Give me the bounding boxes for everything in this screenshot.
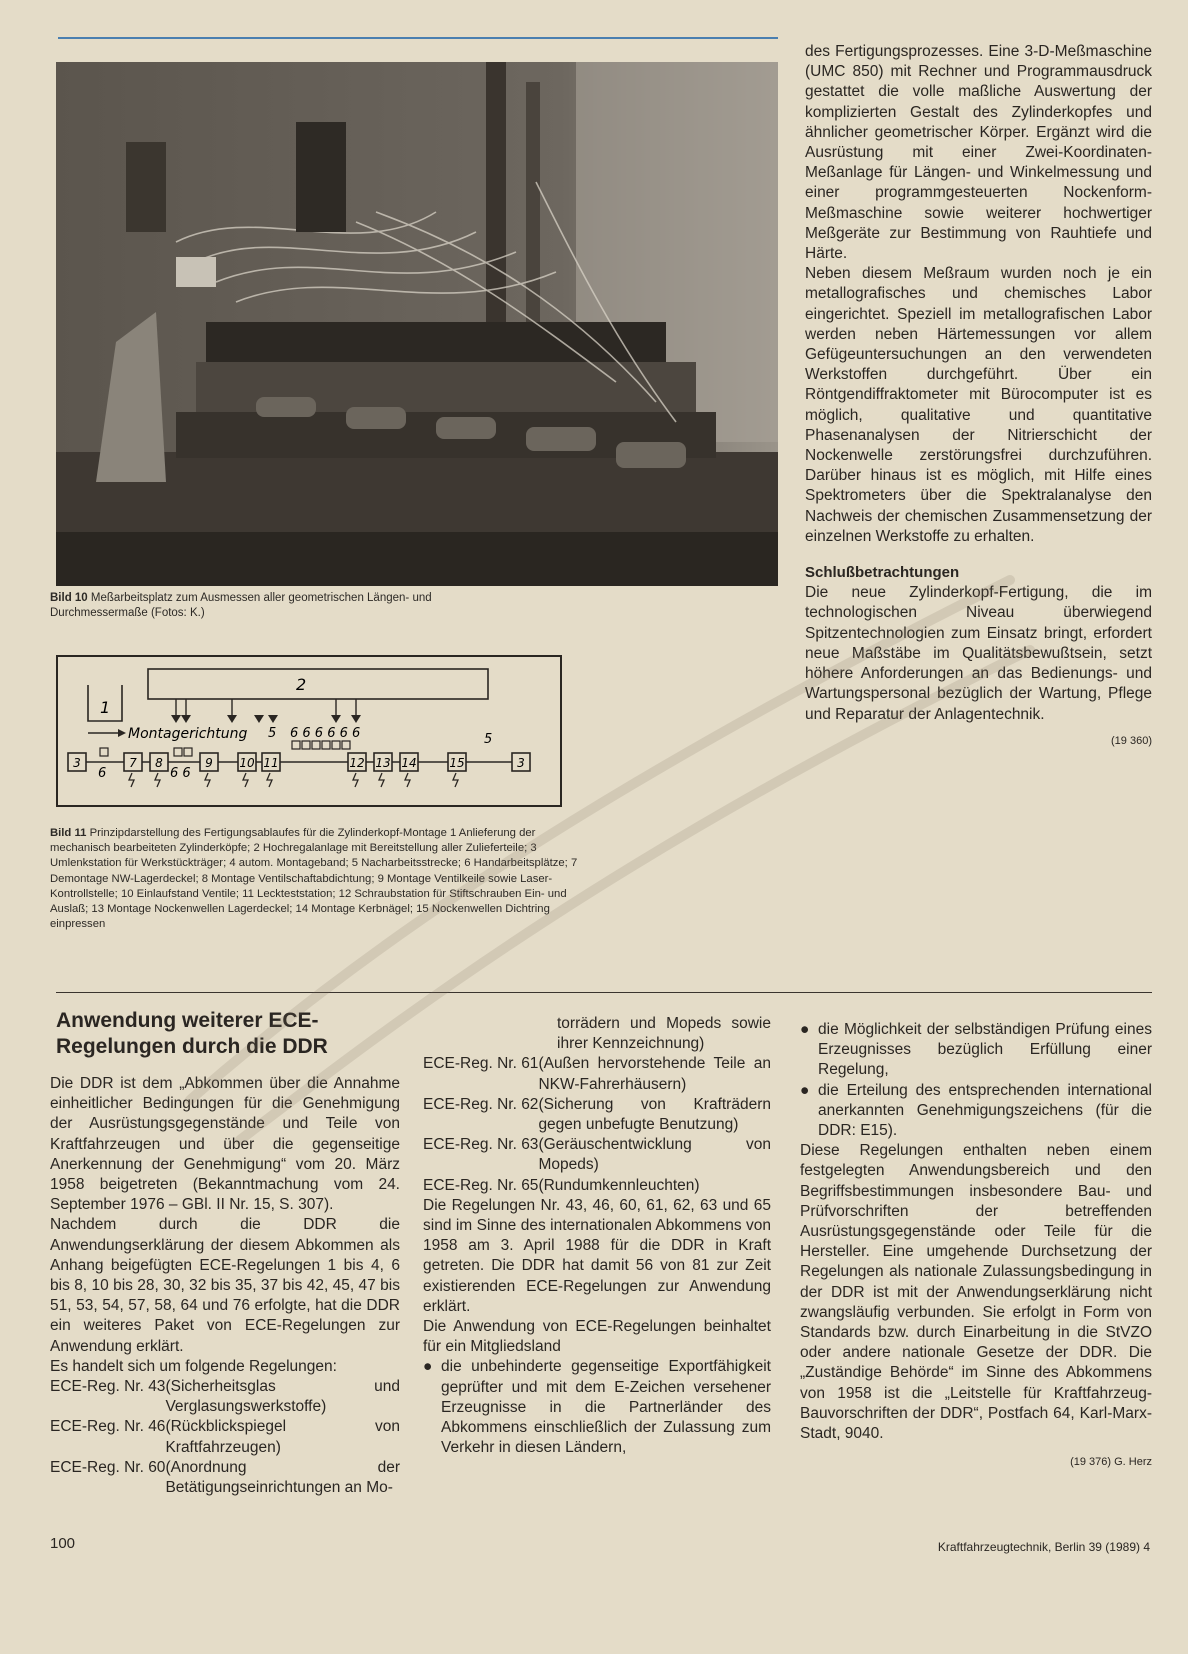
station-label: 7 [129, 756, 137, 770]
station-9 [200, 753, 218, 787]
bullet-testing [800, 1020, 1152, 1081]
page-number: 100 [50, 1535, 76, 1552]
regulation-item [50, 1417, 400, 1457]
photo-illustration [56, 62, 778, 586]
article-ref-2: (19 376) G. Herz [1070, 1456, 1152, 1469]
regulation-number: ECE-Reg. Nr. 62 [423, 1095, 539, 1113]
label-6: 6 [98, 766, 107, 781]
regulation-subject: (Geräuschentwicklung von Mopeds) [538, 1136, 771, 1174]
bullet-approval-text: die Erteilung des entsprechenden international anerkannten Genehmigungszeichens (für die DDR: E15). [818, 1081, 1152, 1140]
station-label: 13 [375, 756, 391, 770]
station-label: 10 [239, 756, 255, 770]
bullet-export-text: die unbehinderte gegenseitige Exportfähigkeit geprüfter und mit dem E-Zeichen versehener Erzeugnisse in die Partnerländer des Abkommens einschließlich der Zulassung zum Verkehr in diesen Ländern, [441, 1358, 771, 1457]
feed-arrows [176, 699, 356, 715]
regulation-item [423, 1135, 771, 1175]
direction-arrow-icon [118, 729, 126, 737]
article-ref-1: (19 360) [1111, 734, 1152, 747]
article-column-2 [423, 1014, 771, 1458]
power-bolt-icon [155, 773, 160, 787]
journal-footer: Kraftfahrzeugtechnik, Berlin 39 (1989) 4 [937, 1540, 1150, 1554]
regulation-subject: (Rückblickspiegel von Kraftfahrzeugen) [165, 1418, 400, 1456]
photo-caption-label: Bild 10 [50, 592, 88, 604]
high-rack-box [148, 669, 488, 699]
power-bolt-icon [405, 773, 410, 787]
station-label: 14 [401, 756, 417, 770]
regulation-list-2 [423, 1054, 771, 1195]
regulation-number: ECE-Reg. Nr. 65 [423, 1176, 539, 1194]
station-12 [348, 753, 366, 787]
measurement-workstation-photo [56, 62, 778, 586]
regulation-subject: (Rundumkennleuchten) [538, 1176, 700, 1194]
bullet-dot-icon: ● [423, 1358, 433, 1376]
regulation-number: ECE-Reg. Nr. 60 [50, 1458, 166, 1476]
diagram-caption-text: Prinzipdarstellung des Fertigungsablaufes für die Zylinderkopf-Montage 1 Anlieferung der mechanisch bearbeiteten Zylinderköpfe; 2 Hochregalanlage mit Bereitstellung aller Zulieferteile; 3 Umlenkstation für Werkstückträger; 4 autom. Montageband; 5 Nacharbeitsstrecke; 6 Handarbeitsplätze; 7 Demontage NW-Lagerdeckel; 8 Montage Ventilschaftabdichtung; 9 Montage Ventilkeile sowie Laser-Kontrollstelle; 10 Einlaufstand Ventile; 11 Leckteststation; 12 Schraubstation für Stiftschrauben Ein- und Auslaß; 13 Montage Nockenwellen Lagerdeckel; 14 Montage Kerbnägel; 15 Nockenwellen Dichtring einpressen [50, 827, 578, 931]
power-bolt-icon [129, 773, 134, 787]
power-bolt-icon [353, 773, 358, 787]
power-bolt-icon [243, 773, 248, 787]
station-label: 15 [449, 756, 465, 770]
right-paragraph-3: Die neue Zylinderkopf-Fertigung, die im technologischen Niveau überwiegend Spitzentechnologien zum Einsatz bringt, erfordert neue Maßstäbe im Qualitätsbewußtsein, setzt höhere Anforderungen an das Bedienungs- und Wartungspersonal bezüglich der Wartung, Pflege und Reparatur der Anlagentechnik. [805, 584, 1152, 723]
article-headline: Anwendung weiterer ECE-Regelungen durch die DDR [56, 1009, 328, 1058]
station-14 [400, 753, 418, 787]
bullet-export [423, 1357, 771, 1458]
regulation-number: ECE-Reg. Nr. 61 [423, 1055, 539, 1073]
regulation-subject: (Anordnung der Betätigungseinrichtungen an Mo- [165, 1458, 400, 1497]
station-15 [448, 753, 466, 787]
article-column-1 [50, 1074, 400, 1498]
station-11 [262, 753, 280, 787]
station-label: 9 [205, 756, 213, 770]
diagram-caption-label: Bild 11 [50, 827, 87, 839]
station-3 [68, 753, 86, 771]
station-label: 11 [263, 756, 279, 770]
col1-paragraph-1: Die DDR ist dem „Abkommen über die Annahme einheitlicher Bedingungen für die Genehmigung der Ausrüstungsgegenstände und Teile von Kraftfahrzeugen und über die gegenseitige Anerkennung der Genehmigung“ vom 20. März 1958 beigetreten (Bekanntmachung vom 24. September 1976 – GBl. II Nr. 15, S. 307). [50, 1075, 400, 1214]
label-5b: 5 [484, 732, 493, 747]
col2-paragraph-1: Die Regelungen Nr. 43, 46, 60, 61, 62, 63 und 65 sind im Sinne des internationalen Abkommens von 1958 am 3. April 1988 für die DDR in Kraft getreten. Die DDR hat damit 56 von 81 zur Zeit existierenden ECE-Regelungen zur Anwendung erklärt. [423, 1196, 771, 1315]
section-divider [56, 992, 1152, 993]
regulation-subject: (Sicherung von Krafträdern gegen unbefugte Benutzung) [538, 1095, 771, 1134]
col2-continuation: torrädern und Mopeds sowie ihrer Kennzeichnung) [557, 1015, 771, 1053]
power-bolt-icon [453, 773, 458, 787]
station-label: 3 [73, 756, 81, 770]
station-10 [238, 753, 256, 787]
photo-caption [50, 591, 490, 621]
power-bolt-icon [205, 773, 210, 787]
photo-caption-text: Meßarbeitsplatz zum Ausmessen aller geometrischen Längen- und Durchmessermaße (Fotos: K.) [50, 592, 432, 619]
power-bolt-icon [267, 773, 272, 787]
assembly-flow-diagram [56, 655, 562, 807]
regulation-number: ECE-Reg. Nr. 63 [423, 1136, 539, 1154]
regulation-item [423, 1095, 771, 1135]
station-label: 12 [349, 756, 365, 770]
regulation-number: ECE-Reg. Nr. 43 [50, 1378, 166, 1396]
bullet-dot-icon: ● [800, 1021, 810, 1038]
top-rule [58, 37, 778, 39]
col1-paragraph-3: Es handelt sich um folgende Regelungen: [50, 1357, 337, 1375]
power-bolt-icon [379, 773, 384, 787]
right-paragraph-2: Neben diesem Meßraum wurden noch je ein metallografisches und chemisches Labor eingerichtet. Speziell im metallografischen Labor werden neben Härtemessungen vor allem Gefügeuntersuchungen an den verwendeten Werkstoffen durchgeführt. Über ein Röntgendiffraktometer mit Bürocomputer ist es möglich, qualitative und quantitative Phasenanalysen der Nitrierschicht der Nockenwelle zerstörungsfrei durchzuführen. Darüber hinaus ist es möglich, mit Hilfe eines Spektrometers über die Spektralanalyse den Nachweis der chemischen Zusammensetzung der einzelnen Werkstoffe zu erhalten. [805, 265, 1152, 545]
col2-paragraph-2: Die Anwendung von ECE-Regelungen beinhaltet für ein Mitgliedsland [423, 1318, 771, 1356]
right-column [805, 42, 1152, 751]
station-label: 3 [517, 756, 525, 770]
diagram-caption [50, 826, 590, 932]
bullet-dot-icon: ● [800, 1081, 810, 1099]
regulation-subject: (Sicherheitsglas und Verglasungswerkstoffe) [165, 1378, 400, 1416]
regulation-item [423, 1176, 771, 1196]
direction-label: Montagerichtung [128, 726, 248, 742]
conclusion-heading: Schlußbetrachtungen [805, 564, 960, 582]
label-66: 6 6 [170, 766, 191, 781]
right-paragraph-1: des Fertigungsprozesses. Eine 3-D-Meßmaschine (UMC 850) mit Rechner und Programmausdruck gestattet die volle maßliche Auswertung der komplizierten Gestalt des Zylinderkopfes und ähnlicher geometrischer Körper. Ergänzt wird die Ausrüstung mit einer Zwei-Koordinaten-Meßanlage für Längen- und Winkelmessung und einer programmgesteuerten Nockenform-Meßmaschine sowie weiterer hochwertiger Meßgeräte zur Bestimmung von Rauhtiefe und Härte. [805, 43, 1152, 263]
label-666666: 6 6 6 6 6 6 [290, 726, 361, 741]
bullet-testing-text: die Möglichkeit der selbständigen Prüfung eines Erzeugnisses bezüglich Erfüllung einer Regelung, [818, 1021, 1152, 1079]
stations-group [68, 753, 530, 787]
col3-paragraph-1: Diese Regelungen enthalten neben einem festgelegten Anwendungsbereich und den Begriffsbestimmungen insbesondere Bau- und Prüfvorschriften der betreffenden Ausrüstungsgegenstände oder Teile für die Hersteller. Eine umgehende Durchsetzung der Regelungen als nationale Zulassungsbedingung in der DDR ist mit der Anwendungserklärung nicht zwangsläufig verbunden. Sie erfolgt in Form von Standards bzw. durch Einarbeitung in die StVZO oder andere nationale Gesetze der DDR. Die „Zuständige Behörde“ im Sinne des Abkommens von 1958 ist die „Leitstelle für Kraftfahrzeug-Bauvorschriften der DDR“, Postfach 64, Karl-Marx-Stadt, 9040. [800, 1142, 1152, 1443]
label-2: 2 [296, 675, 307, 694]
regulation-list-1 [50, 1377, 400, 1498]
regulation-subject: (Außen hervorstehende Teile an NKW-Fahrerhäusern) [538, 1055, 771, 1093]
regulation-item [50, 1458, 400, 1498]
station-8 [150, 753, 168, 787]
station-7 [124, 753, 142, 787]
col1-paragraph-2: Nachdem durch die DDR die Anwendungserklärung der diesem Abkommen als Anhang beigefügten ECE-Regelungen 1 bis 4, 6 bis 8, 10 bis 28, 30, 32 bis 35, 37 bis 42, 45, 47 bis 51, 53, 54, 57, 58, 64 und 76 erfolgte, hat die DDR ein weiteres Paket von ECE-Regelungen zur Anwendung erklärt. [50, 1216, 400, 1355]
regulation-item [50, 1377, 400, 1417]
station-3 [512, 753, 530, 771]
bullet-approval [800, 1081, 1152, 1142]
label-5: 5 [268, 726, 277, 741]
article-column-3 [800, 1020, 1152, 1472]
regulation-item [423, 1054, 771, 1094]
label-1: 1 [100, 698, 111, 717]
feed-arrowheads [171, 715, 361, 723]
station-label: 8 [155, 756, 163, 770]
station-13 [374, 753, 392, 787]
regulation-number: ECE-Reg. Nr. 46 [50, 1418, 166, 1436]
